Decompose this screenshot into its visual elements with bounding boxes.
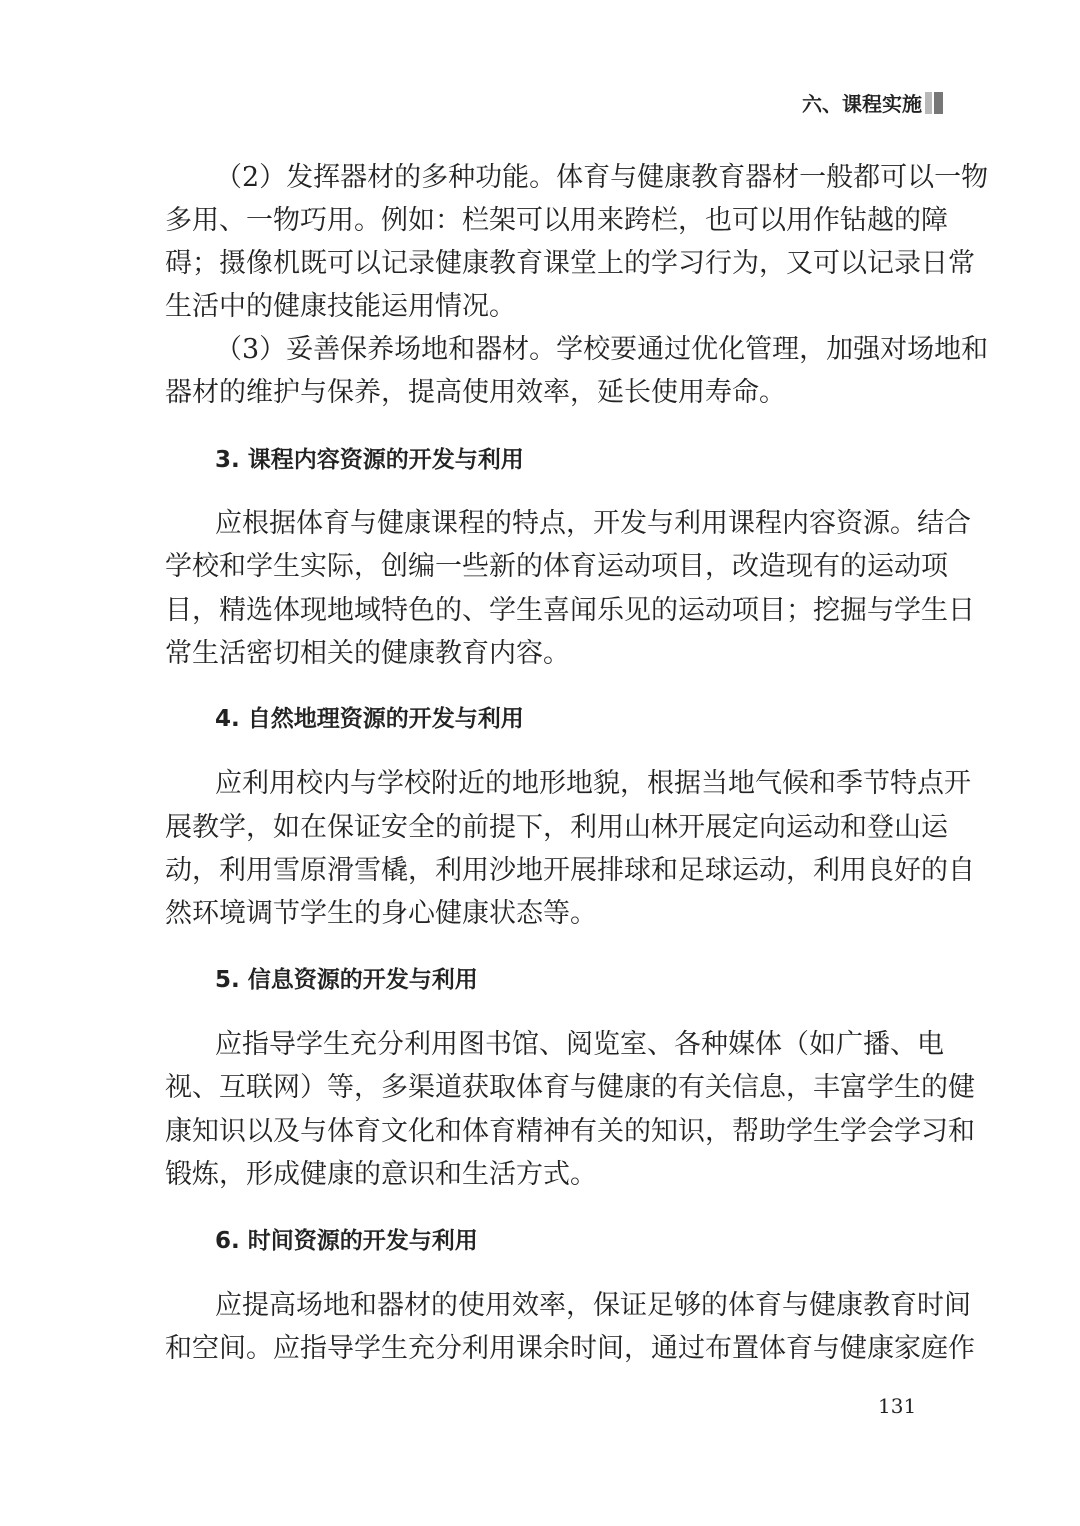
text-line: 应根据体育与健康课程的特点，开发与利用课程内容资源。结合 xyxy=(215,508,971,539)
page-number: 131 xyxy=(878,1394,917,1418)
text-line: 锻炼，形成健康的意识和生活方式。 xyxy=(165,1159,597,1190)
text-line: 展教学，如在保证安全的前提下，利用山林开展定向运动和登山运 xyxy=(165,812,948,843)
text-line: 常生活密切相关的健康教育内容。 xyxy=(165,638,570,669)
text-line: 视、互联网）等，多渠道获取体育与健康的有关信息，丰富学生的健 xyxy=(165,1072,975,1103)
text-line: （2）发挥器材的多种功能。体育与健康教育器材一般都可以一物 xyxy=(215,162,989,193)
header-decoration-bar-light xyxy=(925,92,932,114)
header-decoration-bar-dark xyxy=(934,92,943,114)
text-line: 碍；摄像机既可以记录健康教育课堂上的学习行为，又可以记录日常 xyxy=(165,248,975,279)
text-line: 学校和学生实际，创编一些新的体育运动项目，改造现有的运动项 xyxy=(165,551,948,582)
text-line: 应指导学生充分利用图书馆、阅览室、各种媒体（如广播、电 xyxy=(215,1029,944,1060)
text-line: 和空间。应指导学生充分利用课余时间，通过布置体育与健康家庭作 xyxy=(165,1333,975,1364)
text-line: 生活中的健康技能运用情况。 xyxy=(165,291,516,322)
text-line: 多用、一物巧用。例如：栏架可以用来跨栏，也可以用作钻越的障 xyxy=(165,205,948,236)
text-line: （3）妥善保养场地和器材。学校要通过优化管理，加强对场地和 xyxy=(215,334,989,365)
section-heading: 6. 时间资源的开发与利用 xyxy=(215,1228,478,1254)
text-line: 器材的维护与保养，提高使用效率，延长使用寿命。 xyxy=(165,377,786,408)
text-line: 目，精选体现地域特色的、学生喜闻乐见的运动项目；挖掘与学生日 xyxy=(165,595,975,626)
text-line: 动，利用雪原滑雪橇，利用沙地开展排球和足球运动，利用良好的自 xyxy=(165,855,975,886)
text-line: 康知识以及与体育文化和体育精神有关的知识，帮助学生学会学习和 xyxy=(165,1116,975,1147)
text-line: 应提高场地和器材的使用效率，保证足够的体育与健康教育时间 xyxy=(215,1290,971,1321)
section-heading: 3. 课程内容资源的开发与利用 xyxy=(215,447,524,473)
section-heading: 4. 自然地理资源的开发与利用 xyxy=(215,706,524,732)
text-line: 应利用校内与学校附近的地形地貌，根据当地气候和季节特点开 xyxy=(215,768,971,799)
text-line: 然环境调节学生的身心健康状态等。 xyxy=(165,898,597,929)
running-header: 六、课程实施 xyxy=(802,92,922,116)
section-heading: 5. 信息资源的开发与利用 xyxy=(215,967,478,993)
